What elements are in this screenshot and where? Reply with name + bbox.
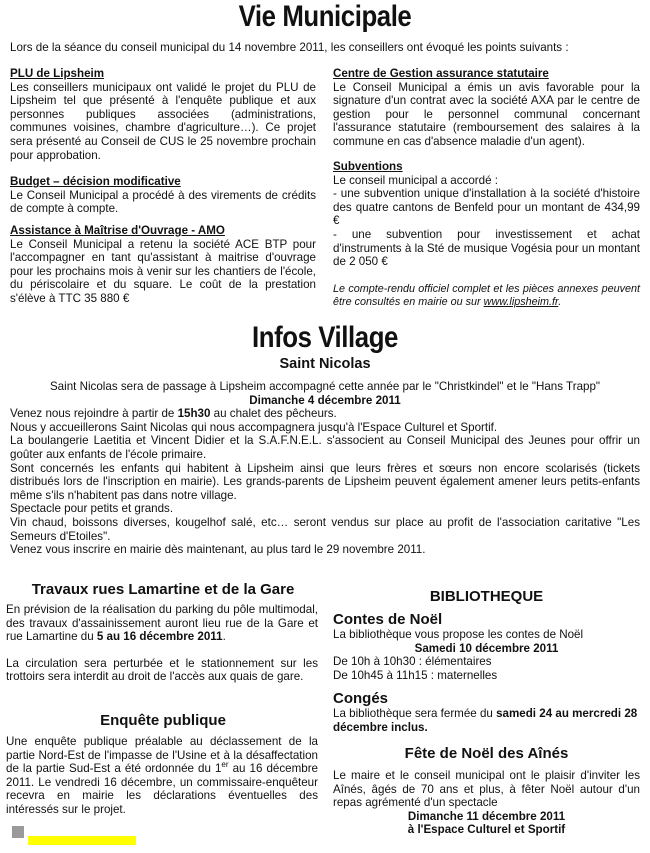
sn-p4: Sont concernés les enfants qui habitent à Lipsheim ainsi que leurs frères et sœurs non encore scolarisés (tickets distribués lors de l'inscription en mairie). Les grands-parents de Lipsheim peuvent également amener leurs petits-enfants même s'ils n'habitent pas dans notre village. [10,461,640,502]
note-end: . [558,296,562,308]
conges-heading: Congés [333,690,389,707]
sn-p6: Vin chaud, boissons diverses, kougelhof salé, etc… seront vendus sur place au profit de l'association caritative "Les Semeurs d'Etoiles". [10,515,640,543]
conges-text: La bibliothèque sera fermée du samedi 24 au mercredi 28 décembre inclus. [333,707,638,734]
conges-section [333,690,640,734]
compte-rendu-note [333,283,640,309]
sn-date: Dimanche 4 décembre 2011 [249,393,401,407]
travaux-p1: En prévision de la réalisation du parking du pôle multimodal, des travaux d'assainissement auront lieu rue de la Gare et rue Lamartine du 5 au 16 décembre 2011. [6,603,318,644]
sn-p7: Venez vous inscrire en mairie dès maintenant, au plus tard le 29 novembre 2011. [10,543,426,557]
budget-text: Le Conseil Municipal a procédé à des virements de crédits de compte à compte. [10,188,316,216]
sn-p5: Spectacle pour petits et grands. [10,502,174,516]
enquete-heading: Enquête publique [100,712,226,729]
vie-intro: Lors de la séance du conseil municipal du 14 novembre 2011, les conseillers ont évoqué les points suivants : [10,41,569,54]
saint-nicolas-section [10,380,640,557]
cdg-heading: Centre de Gestion assurance statutaire [333,67,549,80]
sn-line1: Saint Nicolas sera de passage à Lipsheim accompagné cette année par le "Christkindel" et le "Hans Trapp" [49,380,601,393]
aines-section [333,769,640,837]
note-text: Le compte-rendu officiel complet et les pièces annexes peuvent être consultés en mairie ou sur [333,283,640,308]
subventions-heading: Subventions [333,160,403,173]
aines-text: Le maire et le conseil municipal ont le plaisir d'inviter les Aînés, âgés de 70 ans et plus, à fêter Noël autour d'un repas agrémenté d'un spectacle [333,769,640,810]
amo-section [10,224,316,306]
contes-text: La bibliothèque vous propose les contes de Noël [333,628,584,641]
amo-heading: Assistance à Maîtrise d'Ouvrage - AMO [10,224,225,237]
travaux-p2: La circulation sera perturbée et le stationnement sur les trottoirs sera interdit au droit de l'accès aux quais de gare. [6,656,318,684]
subventions-section [333,160,640,269]
contes-date: Samedi 10 décembre 2011 [414,641,559,655]
travaux-section [6,603,318,684]
contes-slot-2: De 10h45 à 11h15 : maternelles [333,668,498,682]
subvention-item: - une subvention unique d'installation à la société d'histoire des quatre cantons de Benfeld pour un montant de 434,99 € [333,187,640,228]
cdg-section [333,67,640,149]
infos-village-title: Infos Village [252,321,398,354]
saint-nicolas-heading: Saint Nicolas [279,356,371,372]
aines-heading: Fête de Noël des Aînés [404,745,569,762]
sn-p2: Nous y accueillerons Saint Nicolas qui nous accompagnera jusqu'à l'Espace Culturel et Sportif. [10,420,498,434]
contes-section [333,611,640,682]
contes-heading: Contes de Noël [333,611,443,628]
amo-text: Le Conseil Municipal a retenu la société ACE BTP pour l'accompagner en tant qu'assistant à maitrise d'ouvrage pour les prochains mois à venir sur les chantiers de l'école, du périscolaire et du square. Le coût de la prestation s'élève à TTC 35 880 € [10,237,316,305]
aines-place: à l'Espace Culturel et Sportif [407,823,566,837]
plu-text: Les conseillers municipaux ont validé le projet du PLU de Lipsheim tel que présenté à l'enquête publique et aux personnes publiques associées (administrations, communes voisines, chambre d'agriculture…). Ce projet sera présenté au Conseil de CUS le 25 novembre prochain pour approbation. [10,80,316,162]
subvention-item: - une subvention pour investissement et achat d'instruments à la Sté de musique Vogésia pour un montant de 2 050 € [333,227,640,269]
yellow-highlight-bar [28,836,136,845]
vie-municipale-title: Vie Municipale [238,0,412,33]
cdg-text: Le Conseil Municipal a émis un avis favorable pour la signature d'un contrat avec la société AXA par le centre de gestion pour le personnel communal concernant l'assurance statutaire (remboursement des salaires à la commune en cas d'absence maladie d'un agent). [333,80,640,148]
website-link[interactable]: www.lipsheim.fr [483,296,559,308]
budget-heading: Budget – décision modificative [10,175,181,188]
budget-section [10,175,316,216]
contes-slot-1: De 10h à 10h30 : élémentaires [333,655,492,669]
plu-heading: PLU de Lipsheim [10,67,105,80]
enquete-section [6,735,318,817]
enquete-text: Une enquête publique préalable au déclassement de la partie Nord-Est de l'impasse de l'Usine et à la désaffectation de la partie Sud-Est a été ordonnée du 1er au 16 décembre 2011. Le vendredi 16 décembre, un commissaire-enquêteur recevra en mairie les déclarations éventuelles des intéressés sur le projet. [6,735,318,816]
sn-p3: La boulangerie Laetitia et Vincent Didier et la S.A.F.N.E.L. s'associent au Conseil Municipal des Jeunes pour offrir un goûter aux enfants de l'école primaire. [10,434,640,461]
sn-p1: Venez nous rejoindre à partir de 15h30 au chalet des pêcheurs. [10,407,337,421]
travaux-heading: Travaux rues Lamartine et de la Gare [31,581,295,598]
bibliotheque-heading: BIBLIOTHEQUE [429,588,544,605]
aines-date: Dimanche 11 décembre 2011 [407,809,566,823]
plu-section [10,67,316,162]
corner-square [12,826,24,838]
subventions-intro: Le conseil municipal a accordé : [333,173,498,187]
